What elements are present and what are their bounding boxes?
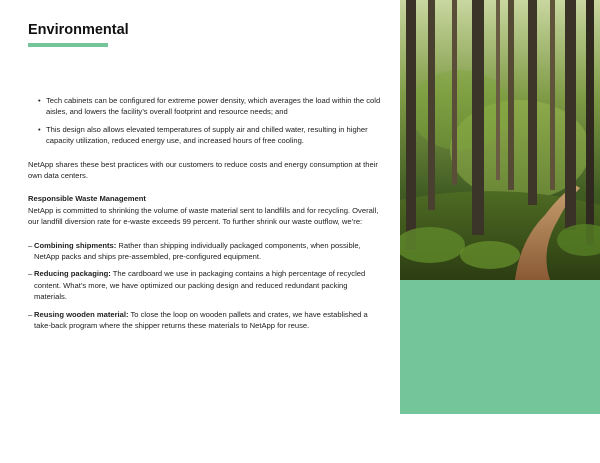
item-text: To close the loop on wooden pallets and crates, we have established a take-back program where the shipper returns these materials to NetApp for reuse. xyxy=(34,309,368,331)
item-lead: Reducing packaging: xyxy=(34,269,111,279)
page-title: Environmental xyxy=(28,22,129,38)
waste-list xyxy=(28,240,382,332)
dash-icon: – xyxy=(28,240,33,250)
bullet-icon: • xyxy=(38,124,41,134)
title-underline xyxy=(28,43,108,47)
waste-heading: Responsible Waste Management xyxy=(28,194,146,204)
list-item xyxy=(28,268,382,302)
forest-photo xyxy=(400,0,600,280)
bullet-list xyxy=(28,95,382,147)
item-text: Rather than shipping individually packaged components, when possible, NetApp packs and ships pre-assembled, pre-configured equipment. xyxy=(34,240,361,262)
main-content xyxy=(28,95,382,338)
bullet-text: This design also allows elevated temperatures of supply air and chilled water, resulting in higher capacity utilization, reduced energy use, and increased hours of free cooling. xyxy=(46,124,368,146)
bullet-icon: • xyxy=(38,96,41,105)
list-item xyxy=(28,95,382,118)
item-lead: Reusing wooden material: xyxy=(34,309,129,319)
list-item xyxy=(28,124,382,147)
waste-intro: NetApp is committed to shrinking the volume of waste material sent to landfills and for recycling. Overall, our landfill diversion rate for e-waste exceeds 99 percent. To further shrink our waste outflow, we’re: xyxy=(28,205,379,227)
item-text: The cardboard we use in packaging contains a high percentage of recycled content. What’s more, we have optimized our packing design and reduced redundant packing materials. xyxy=(34,269,366,302)
dash-icon: – xyxy=(28,269,33,279)
dash-icon: – xyxy=(28,309,33,319)
accent-block xyxy=(400,280,600,414)
item-lead: Combining shipments: xyxy=(34,240,117,250)
list-item xyxy=(28,309,382,332)
practices-paragraph: NetApp shares these best practices with our customers to reduce costs and energy consumption at their own data centers. xyxy=(28,159,378,181)
bullet-text: Tech cabinets can be configured for extreme power density, which averages the load within the cold aisles, and lowers the facility’s overall footprint and resource needs; and xyxy=(46,96,381,117)
list-item xyxy=(28,240,382,263)
